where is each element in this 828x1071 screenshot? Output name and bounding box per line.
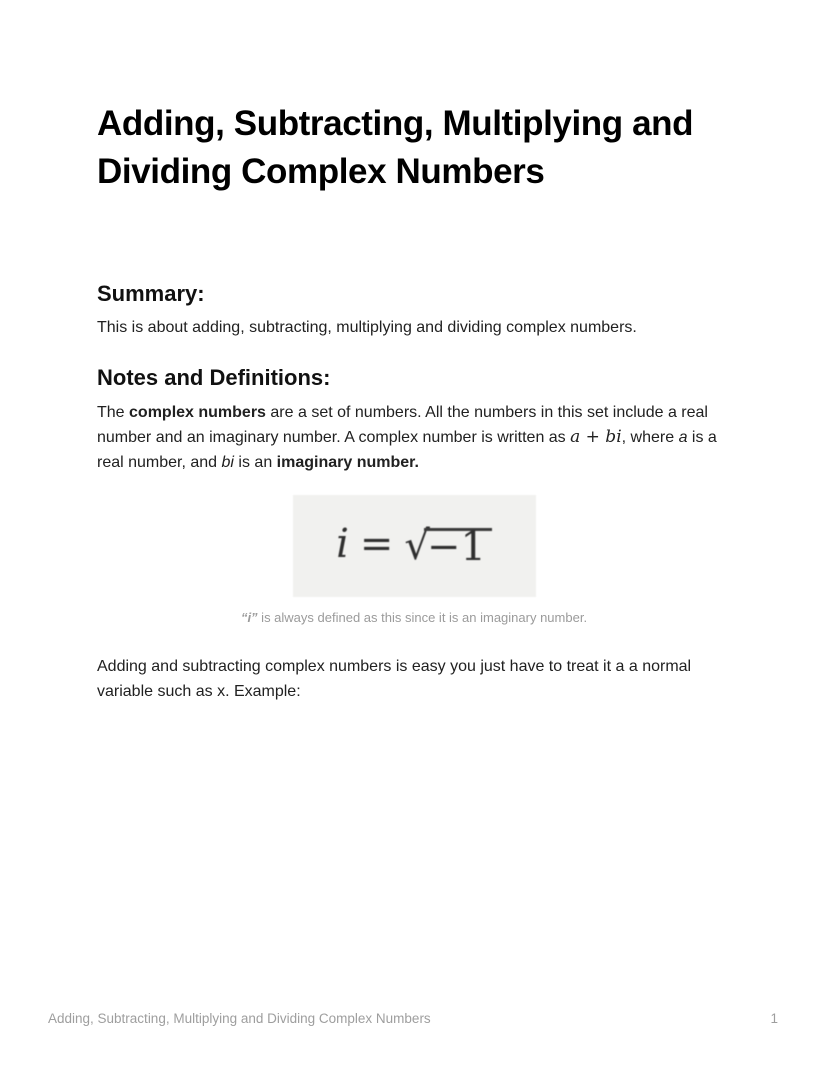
bold-imaginary-number: imaginary number. (276, 453, 419, 471)
formula-caption (97, 610, 731, 626)
page-content (97, 0, 731, 704)
adding-subtracting-paragraph: Adding and subtracting complex numbers is easy you just have to treat it a a normal variable such as x. Example: (97, 658, 692, 700)
formula-i-symbol: i (336, 521, 349, 567)
equals-sign: = (359, 521, 394, 567)
bold-complex-numbers: complex numbers (129, 403, 266, 421)
footer-document-title: Adding, Subtracting, Multiplying and Dividing Complex Numbers (48, 1011, 431, 1026)
caption-text: is always defined as this since it is an imaginary number. (257, 610, 588, 625)
inline-math-a-plus-bi: a + bi (570, 427, 622, 447)
page-title: Adding, Subtracting, Multiplying and Dividing Complex Numbers (97, 104, 694, 191)
italic-a: a (678, 429, 688, 446)
text-segment: The (97, 403, 130, 421)
notes-paragraph (97, 401, 731, 476)
summary-paragraph: This is about adding, subtracting, multiplying and dividing complex numbers. (97, 319, 637, 336)
text-segment: is an (233, 453, 277, 471)
text-segment: , where (621, 429, 679, 446)
italic-bi: bi (221, 453, 234, 471)
square-root-icon: √ (404, 523, 428, 569)
text-segment: are a set of numbers. All the numbers in this set include a real number and an imaginary number. A complex number is written as (97, 403, 708, 446)
notes-heading: Notes and Definitions: (97, 364, 331, 390)
formula-figure (97, 495, 731, 626)
formula-image (293, 495, 536, 597)
text-segment: is a real number, and (97, 429, 717, 471)
page-footer (48, 1010, 778, 1027)
formula-radicand: −1 (424, 528, 492, 565)
summary-heading: Summary: (97, 281, 205, 306)
footer-page-number: 1 (770, 1011, 778, 1026)
caption-i-symbol: “i” (240, 610, 258, 625)
